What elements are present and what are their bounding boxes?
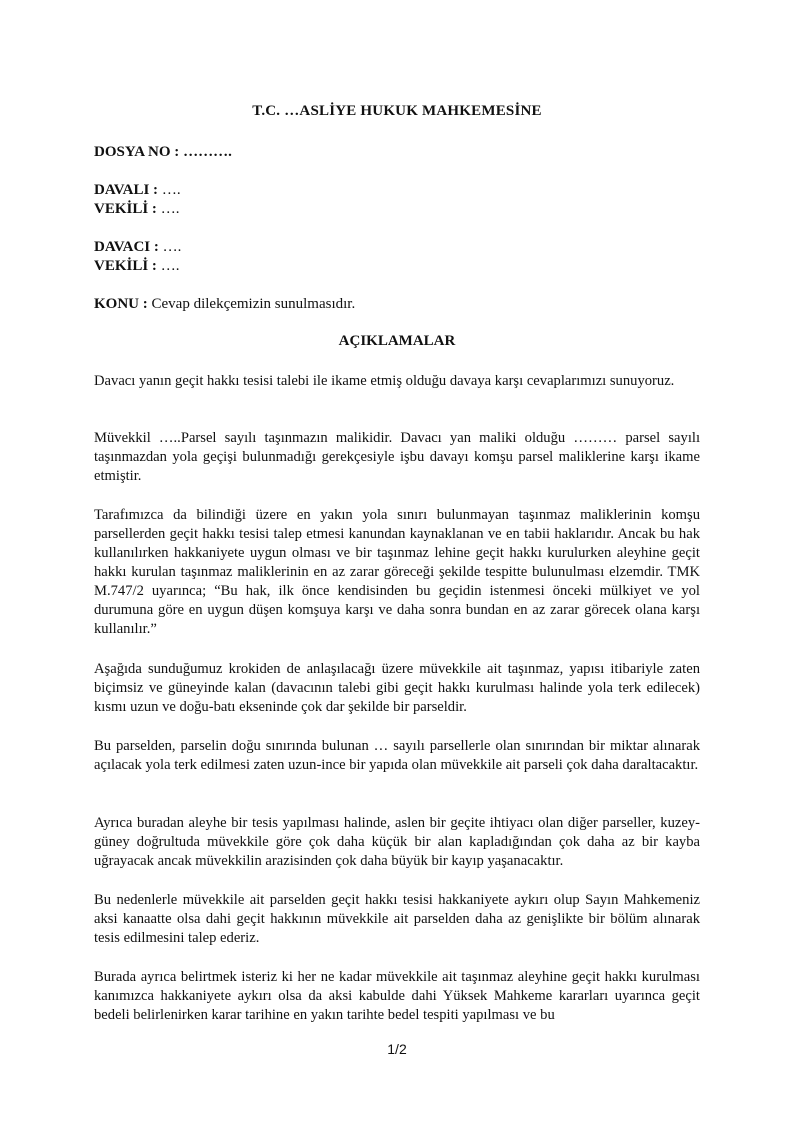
dosya-no-label: DOSYA NO :	[94, 144, 180, 160]
davaci-line	[94, 238, 181, 257]
davaci-vekil-value: ….	[160, 258, 180, 274]
konu-value: Cevap dilekçemizin sunulmasıdır.	[151, 296, 356, 312]
davaci-vekil-label: VEKİLİ :	[94, 258, 157, 274]
davali-vekil-line	[94, 200, 179, 219]
davali-value: ….	[161, 182, 181, 198]
davaci-label: DAVACI :	[94, 239, 159, 255]
section-title-aciklamalar: AÇIKLAMALAR	[338, 333, 456, 349]
paragraph-8: Burada ayrıca belirtmek isteriz ki her ne kadar müvekkile ait taşınmaz aleyhine geçit hakkı kurulması kanımızca hakkaniyete aykırı olsa da aksi kabulde dahi Yüksek Mahkeme kararları uyarınca geçit bedeli belirlenirken karar tarihine en yakın tarihte bedel tespiti yapılması ve bu	[94, 969, 700, 1023]
konu-label: KONU :	[94, 296, 148, 312]
paragraph-5: Bu parselden, parselin doğu sınırında bulunan … sayılı parsellerle olan sınırından bir miktar alınarak açılacak yola terk edilmesi zaten uzun-ince bir yapıda olan müvekkile ait parseli çok daha daraltacaktır.	[94, 738, 700, 773]
davali-label: DAVALI :	[94, 182, 159, 198]
paragraph-2: Müvekkil …..Parsel sayılı taşınmazın malikidir. Davacı yan maliki olduğu ……… parsel sayılı taşınmazdan yola geçişi bulunmadığı gerekçesiyle işbu davayı komşu parsel maliklerine karşı ikame etmiştir.	[94, 430, 700, 484]
paragraph-3: Tarafımızca da bilindiği üzere en yakın yola sınırı bulunmayan taşınmaz maliklerinin komşu parsellerden geçit hakkı tesisi talep etmesi kanundan kaynaklanan ve en tabii haklarıdır. Ancak bu hak kullanılırken hakkaniyete uygun olması ve bir taşınmaz lehine geçit hakkı kurulurken aleyhine geçit hakkı kurulan taşınmaz maliklerinin en az zarar göreceği şekilde tespitte bulunulması elzemdir. TMK M.747/2 uyarınca; “Bu hak, ilk önce kendisinden bu geçidin istenmesi önceki mülkiyet ve yol durumuna göre en uygun düşen komşuya karşı ve daha sonra bundan en az zarar görecek olana karşı kullanılır.”	[94, 507, 700, 637]
davali-line	[94, 181, 181, 200]
dosya-no-value: ……….	[183, 144, 232, 160]
davali-vekil-value: ….	[160, 201, 180, 217]
page-number: 1/2	[387, 1041, 407, 1057]
davaci-vekil-line	[94, 257, 179, 276]
paragraph-4: Aşağıda sunduğumuz krokiden de anlaşılacağı üzere müvekkile ait taşınmaz, yapısı itibariyle zaten biçimsiz ve güneyinde kalan (davacının talebi gibi geçit hakkı kurulması halinde yola terk edilecek) kısmı uzun ve doğu-batı ekseninde çok dar şekilde bir parseldir.	[94, 661, 700, 715]
davali-vekil-label: VEKİLİ :	[94, 201, 157, 217]
davaci-value: ….	[162, 239, 182, 255]
paragraph-6: Ayrıca buradan aleyhe bir tesis yapılması halinde, aslen bir geçite ihtiyacı olan diğer parseller, kuzey-güney doğrultuda müvekkile göre çok daha küçük bir alan kapladığından çok daha az bir kayba uğrayacak ancak müvekkilin arazisinden çok daha büyük bir kayıp yaşanacaktır.	[94, 815, 700, 869]
paragraph-7: Bu nedenlerle müvekkile ait parselden geçit hakkı tesisi hakkaniyete aykırı olup Sayın Mahkemeniz aksi kanaatte olsa dahi geçit hakkının müvekkile ait parselden daha az genişlikte bir bölüm alınarak tesis edilmesini talep ederiz.	[94, 892, 700, 946]
document-title: T.C. …ASLİYE HUKUK MAHKEMESİNE	[252, 103, 542, 119]
paragraph-1: Davacı yanın geçit hakkı tesisi talebi ile ikame etmiş olduğu davaya karşı cevaplarımızı sunuyoruz.	[94, 373, 675, 389]
dosya-no-line	[94, 143, 232, 162]
konu-line	[94, 295, 355, 314]
